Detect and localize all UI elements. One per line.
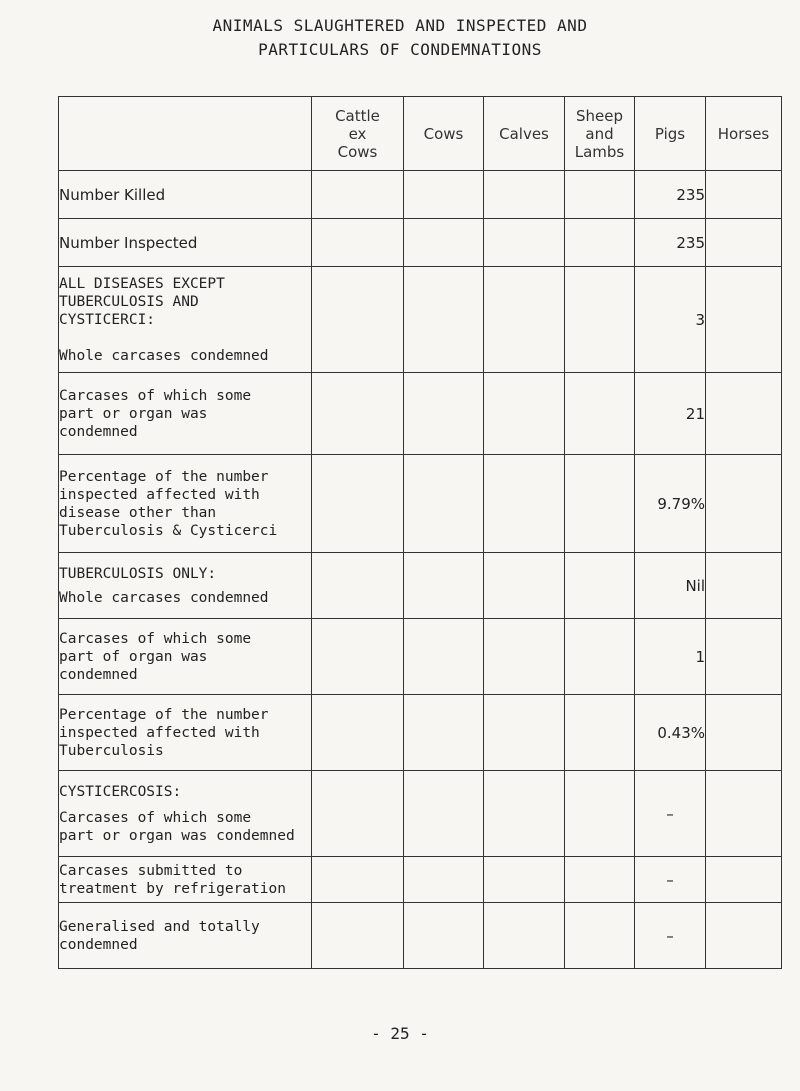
row-label: TUBERCULOSIS ONLY: Whole carcases condemned <box>59 553 312 619</box>
row-percentage-other <box>59 455 782 553</box>
section-heading: TUBERCULOSIS ONLY: <box>59 565 217 582</box>
row-cysticercosis <box>59 771 782 857</box>
row-refrigeration <box>59 857 782 903</box>
col-header-cattle: Cattle ex Cows <box>312 97 404 171</box>
row-part-condemned <box>59 373 782 455</box>
col-header-cows: Cows <box>404 97 484 171</box>
pigs-value: 1 <box>635 619 706 695</box>
row-tb-percentage <box>59 695 782 771</box>
pigs-value: 0.43% <box>635 695 706 771</box>
page-number: - 25 - <box>371 1024 429 1043</box>
col-header-calves: Calves <box>484 97 565 171</box>
pigs-value: – <box>635 857 706 903</box>
row-label: Carcases of which some part or organ was condemned <box>59 373 312 455</box>
pigs-value: – <box>635 771 706 857</box>
row-label: Percentage of the number inspected affected with disease other than Tuberculosis & Cysticerci <box>59 455 312 553</box>
row-label: Percentage of the number inspected affected with Tuberculosis <box>59 695 312 771</box>
pigs-value: 9.79% <box>635 455 706 553</box>
col-header-horses: Horses <box>706 97 782 171</box>
section-heading: CYSTICERCOSIS: <box>59 783 182 800</box>
col-header-pigs: Pigs <box>635 97 706 171</box>
pigs-value: 235 <box>635 171 706 219</box>
row-tb-whole <box>59 553 782 619</box>
col-header-sheep: Sheep and Lambs <box>565 97 635 171</box>
header-row <box>59 97 782 171</box>
row-tb-part <box>59 619 782 695</box>
pigs-value: – <box>635 903 706 969</box>
row-label: Generalised and totally condemned <box>59 903 312 969</box>
row-generalised <box>59 903 782 969</box>
row-number-inspected <box>59 219 782 267</box>
row-label: Number Killed <box>59 171 312 219</box>
condemnations-table <box>58 96 782 969</box>
row-label: Carcases submitted to treatment by refrigeration <box>59 857 312 903</box>
page-title: ANIMALS SLAUGHTERED AND INSPECTED AND <box>212 16 588 35</box>
page-subtitle: PARTICULARS OF CONDEMNATIONS <box>258 40 542 59</box>
pigs-value: 235 <box>635 219 706 267</box>
pigs-value: 21 <box>635 373 706 455</box>
section-heading: ALL DISEASES EXCEPT <box>59 275 225 292</box>
row-label: Number Inspected <box>59 219 312 267</box>
row-label: Carcases of which some part of organ was condemned <box>59 619 312 695</box>
header-blank <box>59 97 312 171</box>
row-label: ALL DISEASES EXCEPT TUBERCULOSIS AND CYSTICERCI: Whole carcases condemned <box>59 267 312 373</box>
row-all-diseases-whole <box>59 267 782 373</box>
row-number-killed <box>59 171 782 219</box>
pigs-value: Nil <box>635 553 706 619</box>
row-label: CYSTICERCOSIS: Carcases of which some part or organ was condemned <box>59 771 312 857</box>
pigs-value: 3 <box>635 267 706 373</box>
